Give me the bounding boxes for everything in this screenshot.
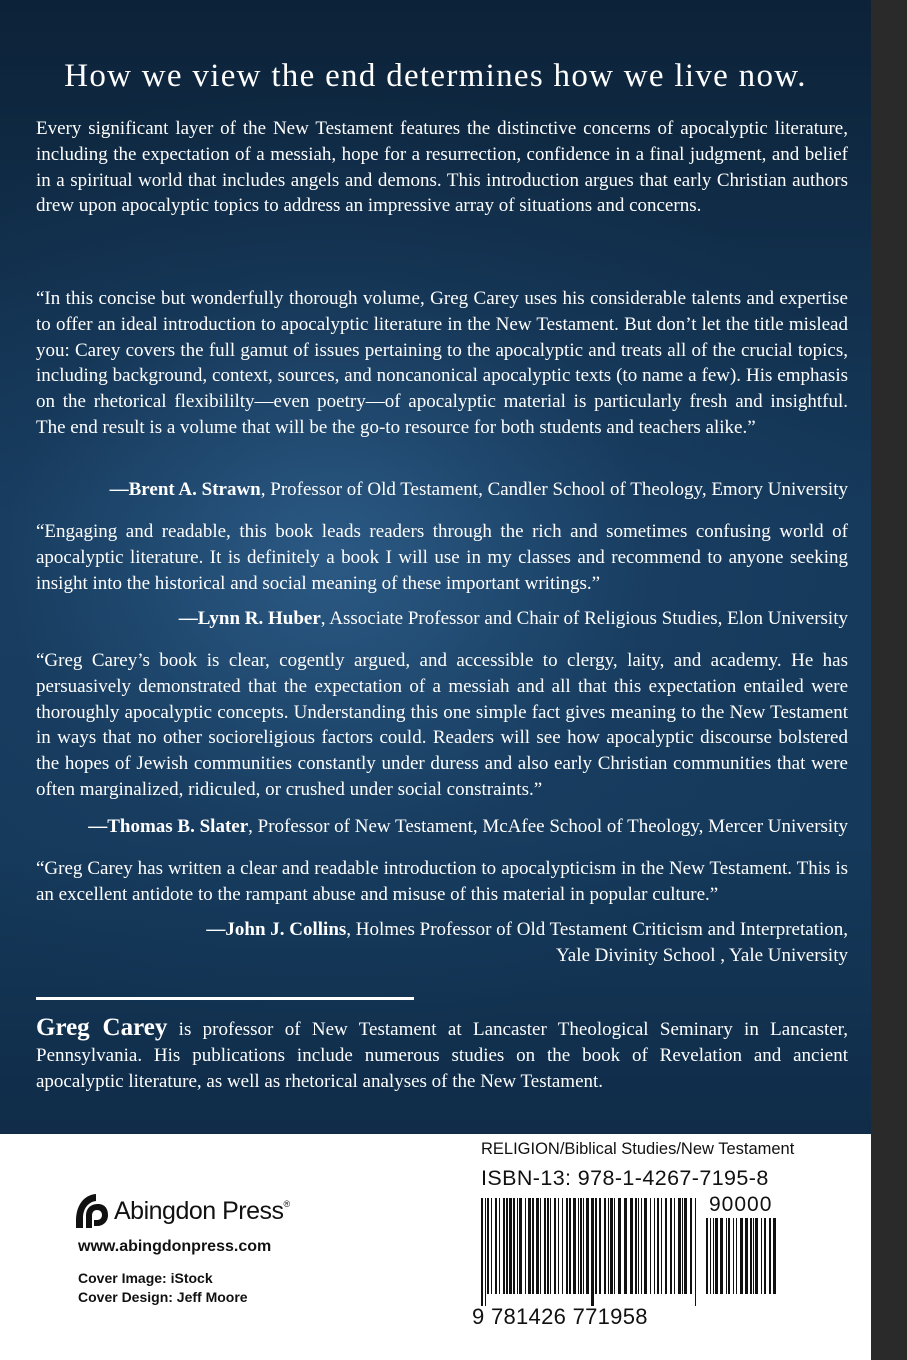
trademark-symbol: ® [283,1199,291,1209]
isbn: ISBN-13: 978-1-4267-7195-8 [481,1166,769,1190]
bisac-category: RELIGION/Biblical Studies/New Testament [481,1140,795,1158]
author-bio [36,1015,848,1094]
price-code: 90000 [709,1193,773,1216]
endorser-name: —Brent A. Strawn [109,479,261,500]
endorsement-attribution-2 [18,606,848,632]
endorser-name: —Thomas B. Slater [88,816,249,837]
endorsement-quote-2: “Engaging and readable, this book leads readers through the rich and sometimes confusing world of apocalyptic literature. It is definitely a book I will use in my classes and recommend to anyone seeking insight into the historical and social meaning of these important writings.” [36,521,848,594]
spine-edge [871,0,907,1360]
endorsement-attribution-3 [18,814,848,840]
divider [36,997,414,1000]
isbn-barcode [481,1198,699,1306]
endorsement-attribution-4 [18,917,848,969]
endorser-name: —John J. Collins [206,919,347,940]
endorsement-quote-1: “In this concise but wonderfully thorough volume, Greg Carey uses his considerable talents and expertise to offer an ideal introduction to apocalyptic literature in the New Testament. But don’t let the title mislead you: Carey covers the full gamut of issues pertaining to the apocalyptic and treats all of the crucial topics, including background, context, sources, and noncanonical apocalyptic texts (to name a few). His emphasis on the rhetorical flexibililty—even poetry—of apocalyptic material is particularly fresh and insightful. The end result is a volume that will be the go-to resource for both students and teachers alike.” [36,288,848,438]
barcode-digits: 9 781426 771958 [472,1304,648,1329]
description: Every significant layer of the New Testament features the distinctive concerns of apocalyptic literature, including the expectation of a messiah, hope for a resurrection, confidence in a final judgment, and belief in a spiritual world that includes angels and demons. This introduction argues that early Christian authors drew upon apocalyptic topics to address an impressive array of situations and concerns. [36,118,848,217]
cover-image-credit: Cover Image: iStock [78,1270,213,1286]
endorser-title: , Professor of New Testament, McAfee School of Theology, Mercer University [248,816,848,837]
cover-design-credit: Cover Design: Jeff Moore [78,1289,248,1305]
endorser-title: , Holmes Professor of Old Testament Criticism and Interpretation, [346,919,848,940]
endorser-name: —Lynn R. Huber [178,608,321,629]
headline: How we view the end determines how we live now. [64,58,807,94]
endorser-affiliation: Yale Divinity School , Yale University [555,944,848,966]
endorsement-quote-3: “Greg Carey’s book is clear, cogently argued, and accessible to clergy, laity, and academy. He has persuasively demonstrated that the expectation of a messiah and all that this expectation entailed were thoroughly apocalyptic concepts. Understanding this one simple fact gives meaning to the New Testament in ways that no other socioreligious factors could. Readers will see how apocalyptic discourse bolstered the hopes of Jewish communities constantly under duress and also early Christian communities that were often marginalized, ridiculed, or crushed under social constraints.” [36,650,848,800]
publisher-panel [0,1134,871,1360]
price-barcode [706,1218,778,1306]
publisher-website[interactable]: www.abingdonpress.com [78,1238,272,1255]
author-name: Greg Carey [36,1014,168,1041]
publisher-logo [72,1191,290,1231]
endorser-title: , Associate Professor and Chair of Religious Studies, Elon University [320,608,848,629]
abingdon-logo-icon [72,1191,110,1231]
endorsement-quote-4: “Greg Carey has written a clear and readable introduction to apocalypticism in the New Testament. This is an excellent antidote to the rampant abuse and misuse of this material in popular culture.” [36,858,848,905]
author-bio-text: is professor of New Testament at Lancaster Theological Seminary in Lancaster, Pennsylvania. His publications include numerous studies on the book of Revelation and ancient apocalyptic literature, as well as rhetorical analyses of the New Testament. [36,1019,848,1092]
endorsement-attribution-1 [18,477,848,503]
endorser-title: , Professor of Old Testament, Candler School of Theology, Emory University [260,479,848,500]
publisher-logo-text: Abingdon Press [114,1196,284,1225]
